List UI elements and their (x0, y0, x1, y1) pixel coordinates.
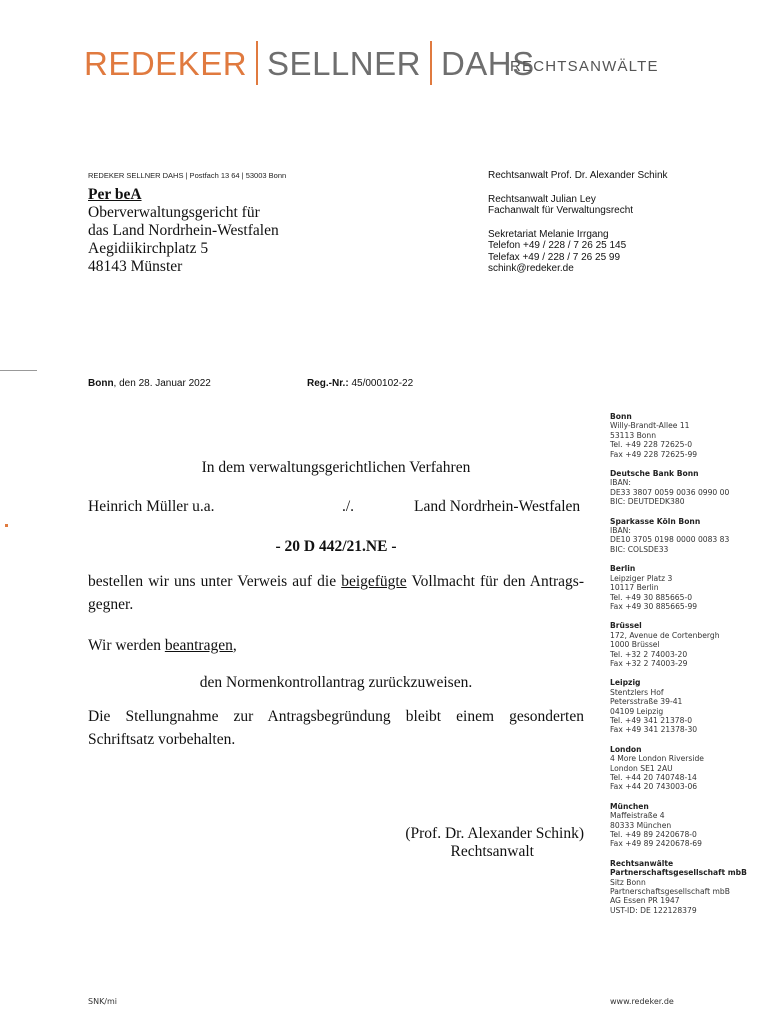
reg-label: Reg.-Nr.: (307, 378, 349, 389)
office-detail-line: 53113 Bonn (610, 430, 657, 440)
signature-block (380, 825, 584, 861)
office-detail-line: London SE1 2AU (610, 763, 673, 773)
punch-mark (5, 524, 8, 527)
office-detail-line: IBAN: (610, 478, 631, 488)
proceeding-title: In dem verwaltungsgerichtlichen Verfahren (201, 459, 471, 476)
office-detail-line: Partnerschaftsgesellschaft mbB (610, 887, 730, 897)
text-span: bestellen wir uns unter Verweis auf die (88, 573, 342, 590)
office-detail-line: Tel. +32 2 74003-20 (610, 649, 688, 659)
firm-logo (84, 38, 535, 88)
office-detail-line: Fax +32 2 74003-29 (610, 658, 688, 668)
party-applicant: Heinrich Müller u.a. (88, 498, 215, 515)
text-span: , (232, 637, 237, 654)
office-detail-line: Tel. +44 20 740748-14 (610, 773, 697, 782)
office-detail-line: Petersstraße 39-41 (610, 697, 683, 707)
signatory-name: (Prof. Dr. Alexander Schink) (405, 825, 584, 842)
office-heading: Sparkasse Köln Bonn (610, 516, 701, 526)
office-detail-line: Fax +49 30 885665-99 (610, 601, 698, 611)
office-detail-line: 04109 Leipzig (610, 706, 664, 716)
text-span: Vollmacht für den Antrags-gegner. (88, 573, 584, 613)
paragraph (88, 637, 237, 655)
paragraph: Die Stellungnahme zur Antragsbegründung bleibt einem gesonderten Schriftsatz vorbehalten. (88, 708, 584, 748)
office-heading: Partnerschaftsgesellschaft mbB (610, 868, 747, 878)
delivery-method: Per beA (88, 186, 142, 203)
logo-word-redeker: REDEKER (84, 44, 248, 82)
recipient-address (88, 186, 279, 276)
sender-return-line: REDEKER SELLNER DAHS | Postfach 13 64 | 53003 Bonn (88, 171, 287, 180)
office-detail-line: Fax +49 89 2420678-69 (610, 839, 702, 849)
office-heading: München (610, 801, 649, 811)
email-link[interactable]: schink@redeker.de (488, 263, 574, 274)
office-block (610, 802, 750, 849)
office-detail-line: Stentzlers Hof (610, 687, 664, 697)
office-detail-line: DE33 3807 0059 0036 0990 00 (610, 487, 730, 497)
office-detail-line: 4 More London Riverside (610, 754, 704, 764)
office-heading: Bonn (610, 412, 632, 421)
footer-initials: SNK/mi (88, 997, 118, 1006)
office-block (610, 517, 750, 555)
signatory-title: Rechtsanwalt (450, 843, 534, 860)
office-detail-line: BIC: DEUTDEDK380 (610, 497, 685, 507)
logo-divider (256, 41, 258, 85)
office-detail-line: Leipziger Platz 3 (610, 573, 673, 583)
motion-text: den Normenkontrollantrag zurückzuweisen. (199, 674, 473, 691)
logo-word-dahs: DAHS (440, 44, 535, 82)
office-detail-line: Maffeistraße 4 (610, 811, 665, 821)
text-span: Wir werden (88, 637, 165, 654)
office-detail-line: AG Essen PR 1947 (610, 896, 680, 906)
lawyer-name: Rechtsanwalt Julian Ley (488, 193, 596, 205)
office-heading: London (610, 744, 642, 754)
office-block (610, 621, 750, 668)
office-block (610, 412, 750, 459)
office-sidebar (610, 412, 750, 925)
address-line: Aegidiikirchplatz 5 (88, 240, 209, 257)
office-block (610, 469, 750, 507)
reg-number-line (307, 378, 413, 389)
office-block (610, 678, 750, 734)
office-detail-line: Fax +49 341 21378-30 (610, 725, 698, 735)
office-detail-line: Willy-Brandt-Allee 11 (610, 421, 690, 431)
logo-word-sellner: SELLNER (267, 44, 421, 82)
office-heading: Berlin (610, 564, 636, 574)
office-detail-line: 10117 Berlin (610, 583, 659, 593)
phone: Telefon +49 / 228 / 7 26 25 145 (488, 240, 627, 251)
office-detail-line: BIC: COLSDE33 (610, 544, 669, 554)
footer-website-link[interactable]: www.redeker.de (610, 997, 674, 1006)
office-detail-line: IBAN: (610, 526, 631, 536)
office-detail-line: DE10 3705 0198 0000 0083 83 (610, 535, 730, 545)
office-detail-line: Tel. +49 30 885665-0 (610, 592, 693, 602)
secretariat: Sekretariat Melanie Irrgang (488, 228, 609, 240)
fax: Telefax +49 / 228 / 7 26 25 99 (488, 251, 621, 263)
lawyer-name: Rechtsanwalt Prof. Dr. Alexander Schink (488, 170, 668, 181)
office-detail-line: 172, Avenue de Cortenbergh (610, 630, 720, 640)
office-detail-line: Tel. +49 341 21378-0 (610, 715, 693, 725)
case-number: - 20 D 442/21.NE - (275, 538, 397, 555)
underlined-word: beigefügte (341, 573, 407, 590)
office-detail-line: 1000 Brüssel (610, 640, 660, 650)
contact-block (488, 170, 668, 275)
office-block (610, 859, 750, 915)
office-detail-line: 80333 München (610, 820, 672, 830)
logo-divider (430, 41, 432, 85)
office-block (610, 564, 750, 611)
office-heading: Brüssel (610, 621, 642, 631)
office-detail-line: Fax +44 20 743003-06 (610, 782, 698, 792)
office-heading: Deutsche Bank Bonn (610, 469, 699, 479)
address-line: das Land Nordrhein-Westfalen (88, 222, 279, 239)
address-line: 48143 Münster (88, 258, 183, 275)
underlined-word: beantragen (164, 637, 233, 654)
date-text: , den 28. Januar 2022 (113, 378, 211, 389)
date-city: Bonn (88, 378, 114, 389)
lawyer-title: Fachanwalt für Verwaltungsrecht (488, 205, 634, 216)
office-detail-line: Tel. +49 228 72625-0 (610, 440, 693, 450)
date-line (88, 378, 211, 389)
office-block (610, 745, 750, 792)
logo-subtitle: RECHTSANWÄLTE (510, 58, 659, 75)
party-separator: ./. (342, 498, 355, 515)
office-detail-line: Sitz Bonn (610, 877, 646, 887)
party-respondent: Land Nordrhein-Westfalen (414, 498, 581, 515)
office-detail-line: Tel. +49 89 2420678-0 (610, 830, 697, 840)
paragraph (88, 570, 584, 616)
office-heading: Leipzig (610, 678, 641, 688)
address-line: Oberverwaltungsgericht für (88, 204, 260, 221)
office-detail-line: Fax +49 228 72625-99 (610, 449, 698, 459)
office-heading: Rechtsanwälte (610, 858, 674, 868)
fold-mark (0, 370, 37, 371)
reg-value: 45/000102-22 (348, 378, 414, 389)
office-detail-line: UST-ID: DE 122128379 (610, 905, 697, 915)
